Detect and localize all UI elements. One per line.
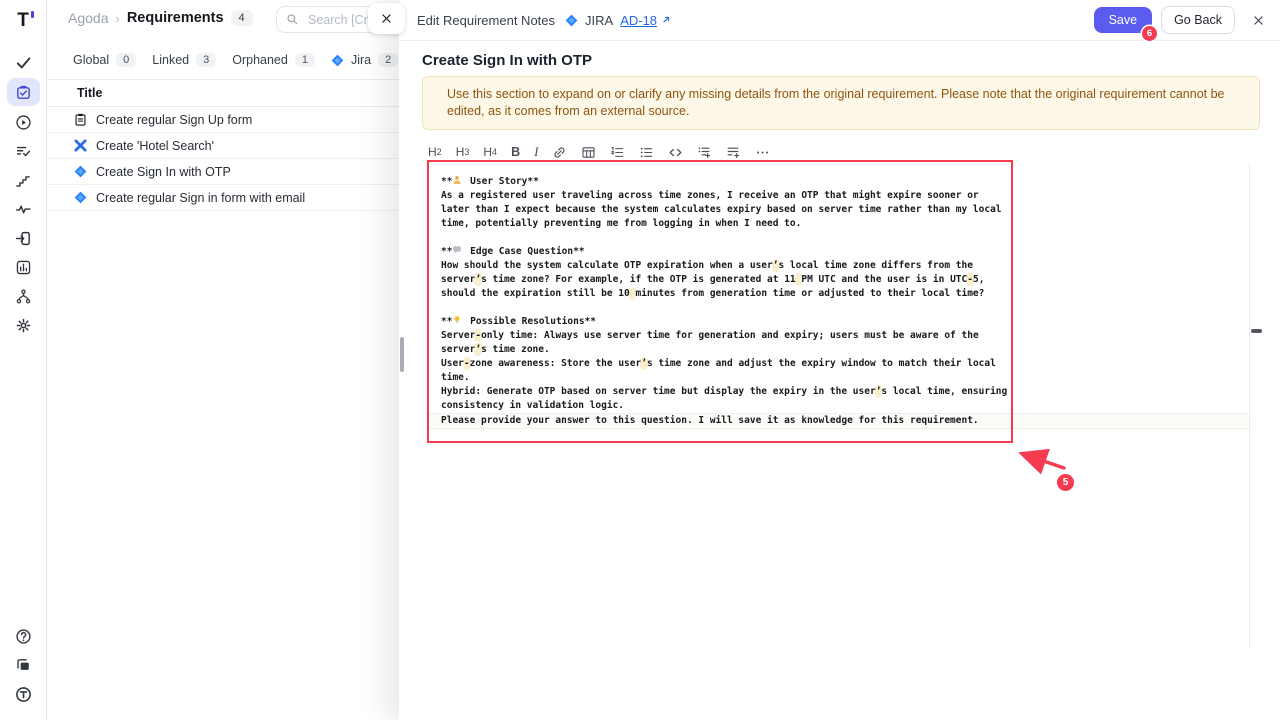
more-icon: [755, 145, 770, 160]
jira-icon: [565, 14, 578, 27]
requirement-row[interactable]: [47, 133, 399, 159]
requirement-title: Create 'Hotel Search': [96, 138, 215, 153]
editor-line: server’s time zone.: [441, 344, 550, 355]
requirement-title: Create Sign In with OTP: [96, 164, 231, 179]
jira-icon: [331, 54, 344, 67]
toolbar-bold-button[interactable]: B: [511, 145, 521, 159]
bar-chart-icon: [15, 259, 32, 276]
tab-orphaned[interactable]: [232, 53, 315, 67]
requirement-row[interactable]: [47, 107, 399, 133]
go-back-button[interactable]: Go Back: [1161, 6, 1235, 34]
editor-line-active: Please provide your answer to this question. I will save it as knowledge for this requirement.: [427, 413, 1249, 429]
jira-icon: [74, 165, 87, 178]
requirements-icon: [15, 84, 32, 101]
app-sidebar: [0, 0, 47, 720]
editor-toolbar: [426, 143, 1280, 161]
tab-label: Orphaned: [232, 53, 288, 67]
special-char-highlight: ’: [475, 344, 482, 355]
tab-label: Jira: [350, 53, 372, 67]
editor-line: As a registered user traveling across time zones, I receive an OTP that might expire sooner or: [441, 190, 979, 201]
requirement-row[interactable]: [47, 159, 399, 185]
toolbar-heading-3-button[interactable]: H 3: [455, 145, 470, 159]
special-char-highlight: ’: [875, 386, 882, 397]
editor-line: ** Edge Case Question**: [441, 246, 585, 257]
breadcrumb-separator: ›: [115, 10, 120, 26]
toolbar-table-button[interactable]: [579, 145, 598, 160]
code-icon: [668, 145, 683, 160]
toolbar-italic-button[interactable]: I: [534, 144, 539, 159]
editor-line: ** Possible Resolutions**: [441, 316, 597, 327]
panel-resize-handle[interactable]: [400, 337, 404, 372]
editor-line: should the expiration still be 10 minutes from generation time or adjusted to their local time?: [441, 288, 985, 299]
close-panel-button[interactable]: [1252, 13, 1266, 27]
editor-line: ** User Story**: [441, 176, 539, 187]
ticket-id: AD-18: [620, 12, 658, 28]
toolbar-add-bullet-list-button[interactable]: [695, 145, 714, 160]
special-char-highlight: ’: [475, 274, 482, 285]
breadcrumb-page: Requirements: [126, 10, 224, 26]
toolbar-link-button[interactable]: [550, 145, 569, 160]
t-circle-icon: [15, 686, 32, 703]
list-check-icon: [15, 143, 32, 160]
toolbar-add-step-list-button[interactable]: [724, 145, 743, 160]
editor-scrollbar-thumb[interactable]: [1251, 329, 1262, 333]
sidebar-item-analytics[interactable]: [7, 254, 40, 280]
panel-title: Edit Requirement Notes: [417, 12, 556, 28]
tab-global[interactable]: [73, 53, 136, 67]
sidebar-bottom: [7, 623, 40, 710]
tab-label: Global: [73, 53, 110, 67]
table-header: [47, 79, 399, 107]
annotation-badge-5: 5: [1057, 474, 1074, 491]
edit-panel-header: [399, 0, 1280, 41]
toolbar-bullet-list-button[interactable]: [637, 145, 656, 160]
app-logo-accent: [31, 11, 34, 18]
add-step-list-icon: [726, 145, 741, 160]
sidebar-item-requirements[interactable]: [7, 78, 40, 106]
search-icon: [286, 13, 299, 26]
special-char-highlight: -: [463, 358, 470, 369]
breadcrumb: [68, 10, 253, 26]
editor-line: User-zone awareness: Store the user’s time zone and adjust the expiry window to match their local: [441, 358, 996, 369]
breadcrumb-project[interactable]: Agoda: [68, 10, 109, 26]
bullet-list-icon: [639, 145, 654, 160]
tab-count-badge: 1: [295, 53, 315, 67]
speech-emoji: [452, 245, 464, 255]
sidebar-item-import[interactable]: [7, 225, 40, 251]
editor-line: consistency in validation logic.: [441, 400, 625, 411]
sidebar-item-account[interactable]: [7, 681, 40, 707]
tab-count-badge: 2: [378, 53, 398, 67]
editor-line: Server-only time: Always use server time for generation and expiry; users must be aware of the: [441, 330, 979, 341]
xray-icon: [74, 139, 87, 152]
copy-docs-icon: [15, 657, 32, 674]
editor-line: [441, 231, 1249, 245]
tab-count-badge: 3: [196, 53, 216, 67]
jira-icon: [74, 191, 87, 204]
tab-jira[interactable]: [331, 53, 398, 67]
editor-line: later than I expect because the system calculates expiry based on server time rather than my local: [441, 204, 1002, 215]
save-button-label: Save: [1108, 13, 1138, 27]
sidebar-item-activity[interactable]: [7, 196, 40, 222]
sidebar-item-branches[interactable]: [7, 283, 40, 309]
editor-line: How should the system calculate OTP expiration when a user’s local time zone differs from the: [441, 260, 973, 271]
toolbar-code-button[interactable]: [666, 145, 685, 160]
play-circle-icon: [15, 114, 32, 131]
editor-line: Hybrid: Generate OTP based on server time but display the expiry in the user’s local time, ensuring: [441, 386, 1008, 397]
toolbar-more-button[interactable]: [753, 145, 772, 160]
special-char-highlight: ’: [772, 260, 779, 271]
edit-notes-panel: [399, 0, 1280, 720]
info-notice: Use this section to expand on or clarify any missing details from the original requirement. Please note that the original requirement cannot be edited, as it comes from an external source.: [422, 76, 1260, 130]
notes-editor[interactable]: [427, 163, 1250, 648]
requirements-list: [47, 107, 399, 211]
tab-label: Linked: [152, 53, 190, 67]
ordered-list-icon: [610, 145, 625, 160]
app-logo-letter: T: [17, 10, 29, 31]
import-box-icon: [15, 230, 32, 247]
sidebar-item-runs[interactable]: [7, 109, 40, 135]
special-char-highlight: ’: [641, 358, 647, 369]
close-icon: [1252, 14, 1266, 27]
filter-tabs: [47, 49, 399, 71]
sidebar-item-steps[interactable]: [7, 167, 40, 193]
stairs-icon: [15, 172, 32, 189]
tab-count-badge: 0: [116, 53, 136, 67]
requirement-row[interactable]: [47, 185, 399, 211]
check-icon: [15, 54, 32, 71]
requirement-title: Create regular Sign in form with email: [96, 190, 306, 205]
special-char-highlight: -: [967, 274, 973, 285]
table-icon: [581, 145, 596, 160]
close-icon: [380, 12, 393, 25]
help-circle-icon: [15, 628, 32, 645]
jira-ticket-link[interactable]: [620, 13, 671, 28]
special-char-highlight: -: [475, 330, 482, 341]
toolbar-heading-4-button[interactable]: H 4: [483, 145, 498, 159]
overlay-close-button[interactable]: [368, 3, 405, 34]
tab-linked[interactable]: [152, 53, 216, 67]
toolbar-heading-2-button[interactable]: H 2: [428, 145, 442, 159]
requirement-title: Create regular Sign Up form: [96, 112, 253, 127]
sidebar-item-projects[interactable]: [7, 652, 40, 678]
editor-line: time.: [441, 372, 470, 383]
requirement-title: Create Sign In with OTP: [422, 52, 593, 69]
pulse-icon: [15, 201, 32, 218]
bulb-emoji: [452, 315, 464, 325]
requirements-header: [47, 0, 399, 40]
editor-line: server’s time zone? For example, if the OTP is generated at 11 PM UTC and the user is in UTC-5,: [441, 274, 985, 285]
sidebar-item-tests[interactable]: [7, 49, 40, 75]
branch-icon: [15, 288, 32, 305]
save-button[interactable]: [1094, 7, 1153, 39]
external-link-icon: [660, 15, 671, 26]
requirements-count-badge: 4: [231, 10, 253, 26]
sidebar-item-help[interactable]: [7, 623, 40, 649]
editor-line: time, potentially preventing me from logging in when I need to.: [441, 218, 802, 229]
sidebar-nav: [7, 49, 40, 341]
gear-icon: [15, 317, 32, 334]
link-icon: [552, 145, 567, 160]
editor-line: [441, 301, 1249, 315]
sidebar-item-settings[interactable]: [7, 312, 40, 338]
annotation-badge-6: 6: [1142, 26, 1157, 41]
toolbar-ordered-list-button[interactable]: [608, 145, 627, 160]
sidebar-item-plans[interactable]: [7, 138, 40, 164]
requirements-panel: [47, 0, 399, 720]
clipboard-icon: [74, 113, 87, 126]
add-bullet-list-icon: [697, 145, 712, 160]
app-logo[interactable]: [17, 9, 29, 35]
person-emoji: [452, 175, 464, 185]
title-column-header: Title: [77, 86, 103, 100]
source-label: JIRA: [585, 12, 614, 28]
